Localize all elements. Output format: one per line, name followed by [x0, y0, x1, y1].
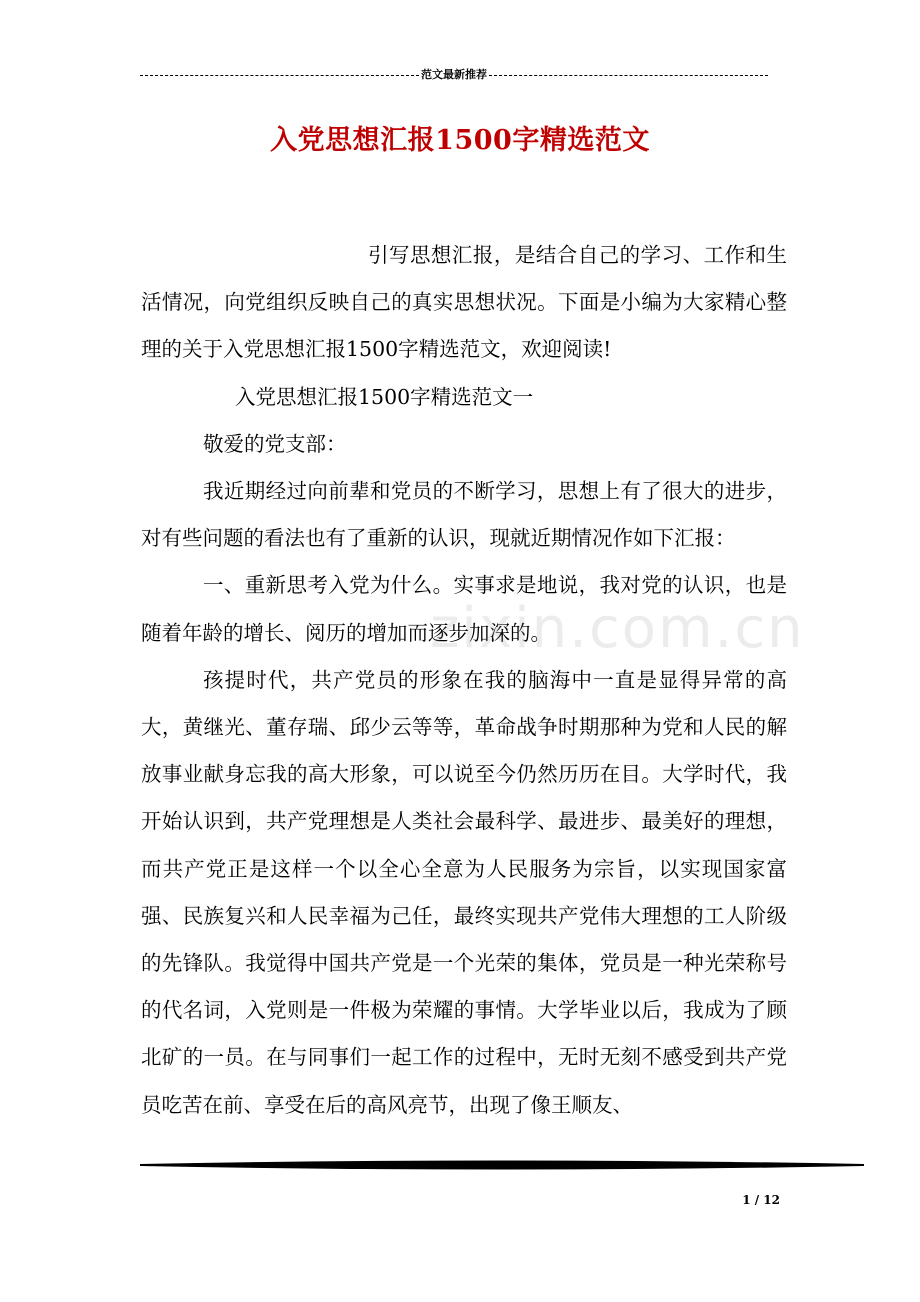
header-dash-left: [140, 75, 419, 76]
footer-rule: [140, 1158, 864, 1172]
header-label: 范文最新推荐: [421, 68, 487, 81]
body-paragraph: 孩提时代，共产党员的形象在我的脑海中一直是显得异常的高大，黄继光、董存瑞、邱少云等等，革命战争时期那种为党和人民的解放事业献身忘我的高大形象，可以说至今仍然历历在目。大学时代，我开始认识到，共产党理想是人类社会最科学、最进步、最美好的理想，而共产党正是这样一个以全心全意为人民服务为宗旨，以实现国家富强、民族复兴和人民幸福为己任，最终实现共产党伟大理想的工人阶级的先锋队。我觉得中国共产党是一个光荣的集体，党员是一种光荣称号的代名词，入党则是一件极为荣耀的事情。大学毕业以后，我成为了顾北矿的一员。在与同事们一起工作的过程中，无时无刻不感受到共产党员吃苦在前、享受在后的高风亮节，出现了像王顺友、: [141, 667, 787, 1117]
body-paragraph: 一、重新思考入党为什么。实事求是地说，我对党的认识，也是随着年龄的增长、阅历的增加而逐步加深的。: [141, 573, 787, 645]
document-title: 入党思想汇报1500字精选范文: [270, 125, 650, 156]
intro-paragraph: 引写思想汇报，是结合自己的学习、工作和生活情况，向党组织反映自己的真实思想状况。下面是小编为大家精心整理的关于入党思想汇报1500字精选范文，欢迎阅读!: [141, 243, 787, 362]
salutation: 敬爱的党支部：: [203, 431, 347, 456]
document-body: [141, 232, 787, 1129]
page-number: 1 / 12: [742, 1193, 780, 1207]
body-paragraph: 我近期经过向前辈和党员的不断学习，思想上有了很大的进步，对有些问题的看法也有了重新的认识，现就近期情况作如下汇报：: [141, 479, 787, 551]
page-header: [140, 68, 768, 82]
section-heading: 入党思想汇报1500字精选范文一: [235, 384, 534, 409]
header-dash-right: [489, 75, 768, 76]
watermark: zixin.com.cn: [430, 596, 805, 661]
